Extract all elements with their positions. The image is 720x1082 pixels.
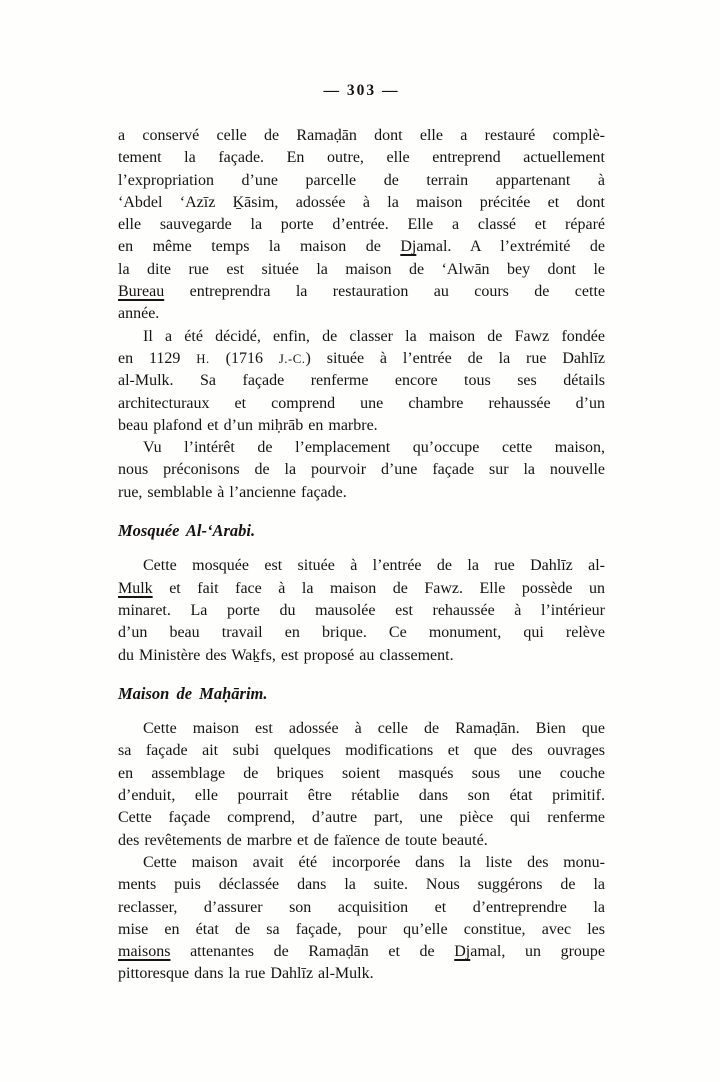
underlined-text: Dj [454,943,471,961]
text-line: Cette maison avait été incorporée dans la liste des monu- [143,853,605,871]
text-line: al-Mulk. Sa façade renferme encore tous ses détails [118,372,605,390]
paragraph [118,125,605,326]
section-heading [118,520,605,542]
text-line: ments puis déclassée dans la suite. Nous suggérons de la [118,876,605,894]
text-line: a conservé celle de Ramaḍān dont elle a restauré complè- [118,127,605,144]
page-number: — 303 — [323,82,400,99]
underlined-text: Mulk [118,579,153,597]
paragraph [118,718,605,852]
text-line: rue, semblable à l’ancienne façade. [118,483,347,501]
text-line: tement la façade. En outre, elle entreprend actuellement [118,149,605,167]
underlined-text: maisons [118,943,171,961]
page-content-column [118,80,605,986]
text-line: beau plafond et d’un miḥrāb en marbre. [118,416,378,434]
text-line: Il a été décidé, enfin, de classer la maison de Fawz fondée [143,327,605,345]
text-line: Bureau entreprendra la restauration au cours de cette [118,283,605,301]
text-line: minaret. La porte du mausolée est rehaussée à l’intérieur [118,601,605,619]
text-line: d’enduit, elle pourrait être rétablie dans son état primitif. [118,787,605,805]
text-line: maisons attenantes de Ramaḍān et de Djamal, un groupe [118,943,605,961]
text-line: ‘Abdel ‘Azīz Ḵāsim, adossée à la maison précitée et dont [118,193,605,211]
text-line: en assemblage de briques soient masqués sous une couche [118,764,605,782]
text-line: Mulk et fait face à la maison de Fawz. Elle possède un [118,579,605,597]
text-line: Maison de Maḥārim. [118,683,268,703]
text-line: nous préconisons de la pourvoir d’une façade sur la nouvelle [118,461,605,479]
text-line: sa façade ait subi quelques modifications et que des ouvrages [118,742,605,760]
text-line: Cette mosquée est située à l’entrée de la rue Dahlīz al- [143,557,605,575]
underlined-text: Bureau [118,283,165,301]
smallcaps-text: J.-C. [278,351,306,366]
text-line: du Ministère des Waḵfs, est proposé au classement. [118,646,454,664]
text-line: elle sauvegarde la porte d’entrée. Elle a classé et réparé [118,216,605,234]
text-line: d’un beau travail en brique. Ce monument, qui relève [118,624,605,642]
text-line: architecturaux et comprend une chambre rehaussée d’un [118,394,605,412]
text-line: la dite rue est située la maison de ‘Alwān bey dont le [118,260,605,278]
text-line: mise en état de sa façade, pour qu’elle constitue, avec les [118,920,605,938]
paragraph [118,326,605,437]
paragraph [118,437,605,504]
paragraph [118,555,605,666]
text-line: l’expropriation d’une parcelle de terrain appartenant à [118,171,605,189]
section-heading [118,683,605,705]
paragraph [118,852,605,986]
text-line: en même temps la maison de Djamal. A l’extrémité de [118,238,606,256]
text-line: des revêtements de marbre et de faïence de toute beauté. [118,831,488,849]
smallcaps-text: H. [196,351,210,366]
text-line: Cette maison est adossée à celle de Ramaḍān. Bien que [143,720,605,738]
text-line: reclasser, d’assurer son acquisition et d’entreprendre la [118,898,605,916]
text-line: en 1129 H. (1716 J.-C.) située à l’entrée de la rue Dahlīz [118,349,606,367]
page-content [118,125,605,986]
text-line: pittoresque dans la rue Dahlīz al-Mulk. [118,965,374,983]
text-line: année. [118,305,160,323]
text-line: Cette façade comprend, d’autre part, une pièce qui renferme [118,809,605,827]
text-line: Vu l’intérêt de l’emplacement qu’occupe cette maison, [143,439,605,457]
underlined-text: Dj [400,238,417,256]
text-line: Mosquée Al-‘Arabi. [118,521,256,541]
